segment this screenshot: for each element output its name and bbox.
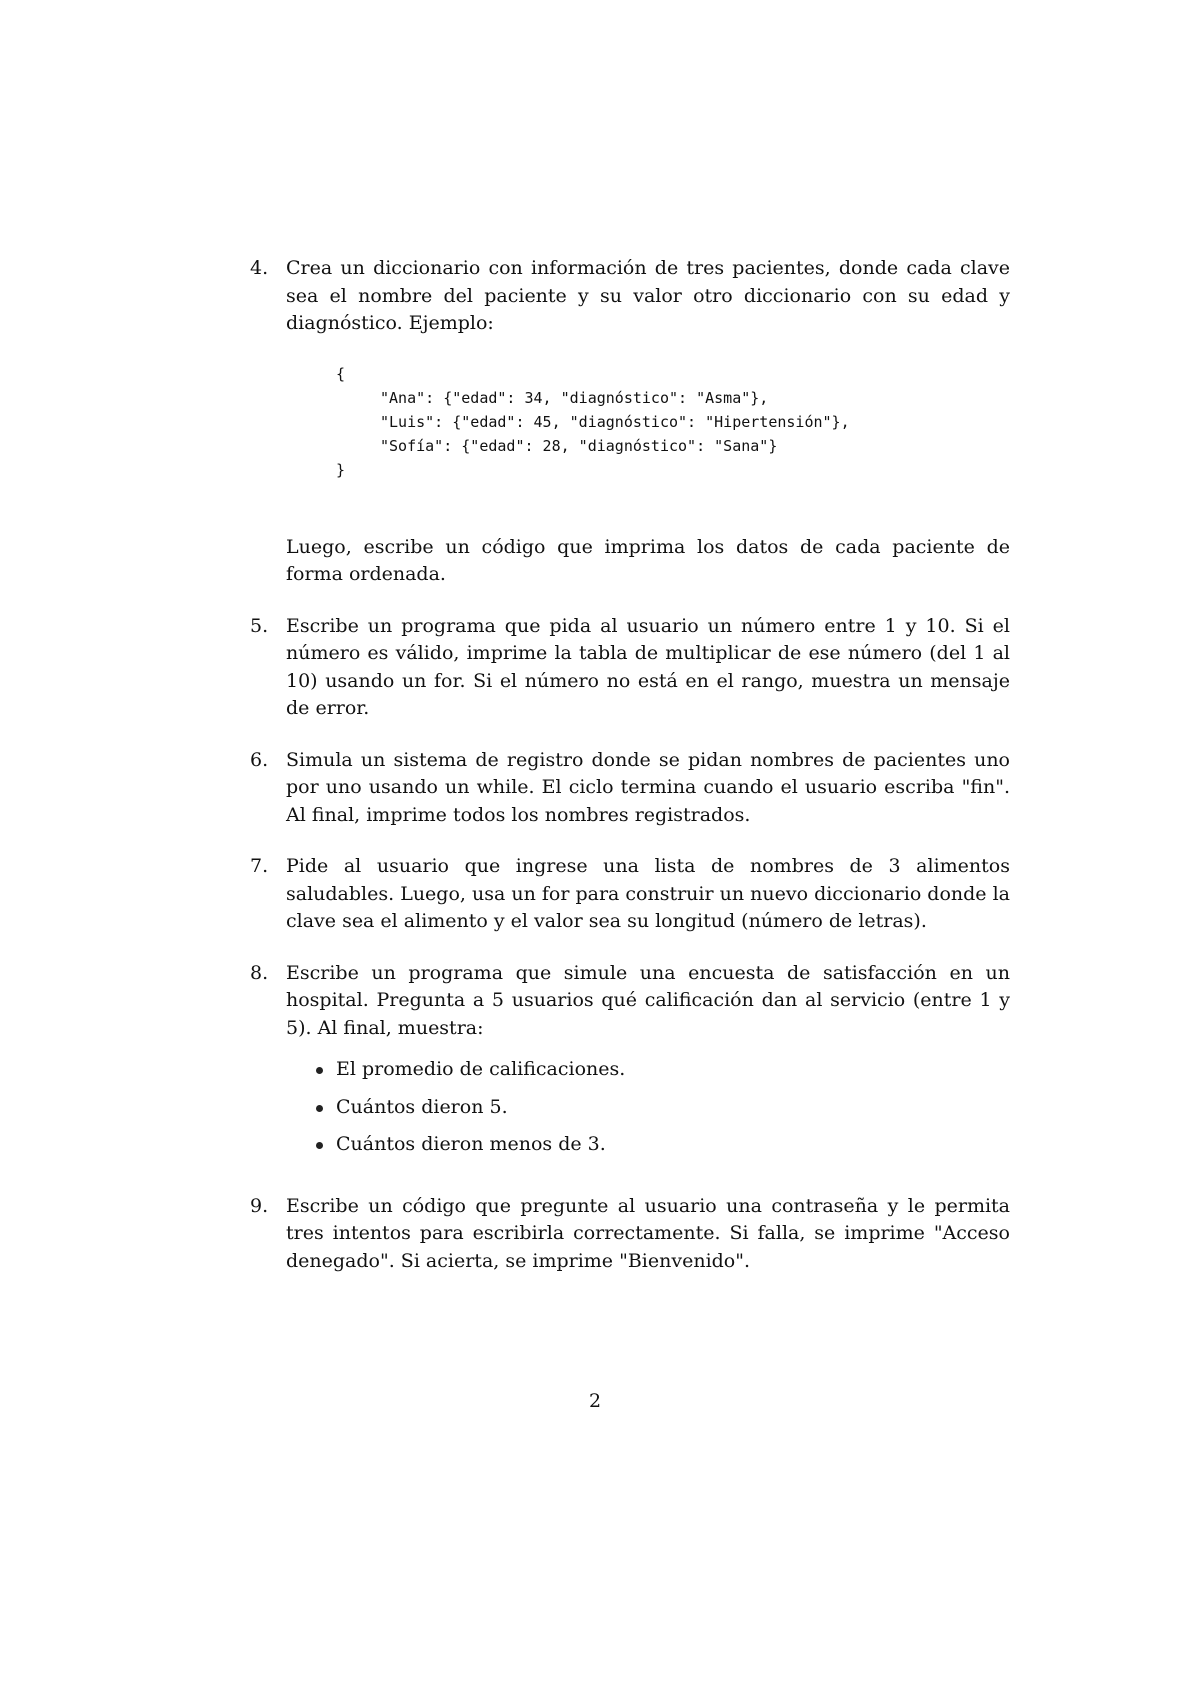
bullet-item	[316, 1131, 1010, 1159]
bullet-dot-icon	[316, 1067, 323, 1074]
exercise-item	[250, 1193, 1010, 1276]
bullet-text: Cuántos dieron 5.	[336, 1095, 508, 1118]
exercise-text: Escribe un programa que simule una encuesta de satisfacción en un hospital. Pregunta a 5 usuarios qué calificación dan al servicio (entre 1 y 5). Al final, muestra:	[286, 961, 1010, 1039]
exercise-number: 4.	[250, 257, 269, 279]
bullet-item	[316, 1094, 1010, 1122]
exercise-text: Escribe un programa que pida al usuario un número entre 1 y 10. Si el número es válido, imprime la tabla de multiplicar de ese número (del 1 al 10) usando un for. Si el número no está en el rango, muestra un mensaje de error.	[286, 614, 1010, 719]
code-open-brace: {	[336, 364, 346, 383]
bullet-dot-icon	[316, 1105, 323, 1112]
exercise-item	[250, 747, 1010, 830]
exercise-item	[250, 255, 1010, 589]
exercise-text: Escribe un código que pregunte al usuario una contraseña y le permita tres intentos para escribirla correctamente. Si falla, se imprime "Acceso denegado". Si acierta, se imprime "Bienvenido".	[286, 1194, 1010, 1272]
exercise-followup-text: Luego, escribe un código que imprima los datos de cada paciente de forma ordenada.	[286, 535, 1010, 585]
exercise-list	[250, 255, 1010, 1275]
exercise-number: 6.	[250, 748, 269, 771]
code-line: "Sofía": {"edad": 28, "diagnóstico": "Sana"}	[380, 436, 778, 455]
bullet-text: Cuántos dieron menos de 3.	[336, 1133, 606, 1155]
exercise-number: 9.	[250, 1194, 269, 1217]
code-line: "Ana": {"edad": 34, "diagnóstico": "Asma"},	[380, 388, 769, 407]
code-line: "Luis": {"edad": 45, "diagnóstico": "Hipertensión"},	[380, 412, 850, 431]
bullet-text: El promedio de calificaciones.	[336, 1058, 626, 1080]
page-number: 2	[588, 1390, 602, 1412]
exercise-number: 7.	[250, 855, 269, 877]
exercise-text: Pide al usuario que ingrese una lista de nombres de 3 alimentos saludables. Luego, usa un for para construir un nuevo diccionario donde la clave sea el alimento y el valor sea su longitud (número de letras).	[286, 855, 1010, 932]
exercise-number: 5.	[250, 614, 269, 637]
exercise-item	[250, 960, 1010, 1159]
code-block	[286, 362, 1010, 482]
bullet-item	[316, 1056, 1010, 1084]
exercise-text: Simula un sistema de registro donde se pidan nombres de pacientes uno por uno usando un while. El ciclo termina cuando el usuario escriba "fin". Al final, imprime todos los nombres registrados.	[286, 748, 1010, 826]
exercise-text: Crea un diccionario con información de tres pacientes, donde cada clave sea el nombre del paciente y su valor otro diccionario con su edad y diagnóstico. Ejemplo:	[286, 257, 1010, 334]
bullet-dot-icon	[316, 1142, 323, 1149]
exercise-item	[250, 613, 1010, 723]
exercise-item	[250, 853, 1010, 936]
bullet-list	[286, 1056, 1010, 1159]
code-close-brace: }	[336, 460, 346, 479]
exercise-number: 8.	[250, 961, 269, 984]
